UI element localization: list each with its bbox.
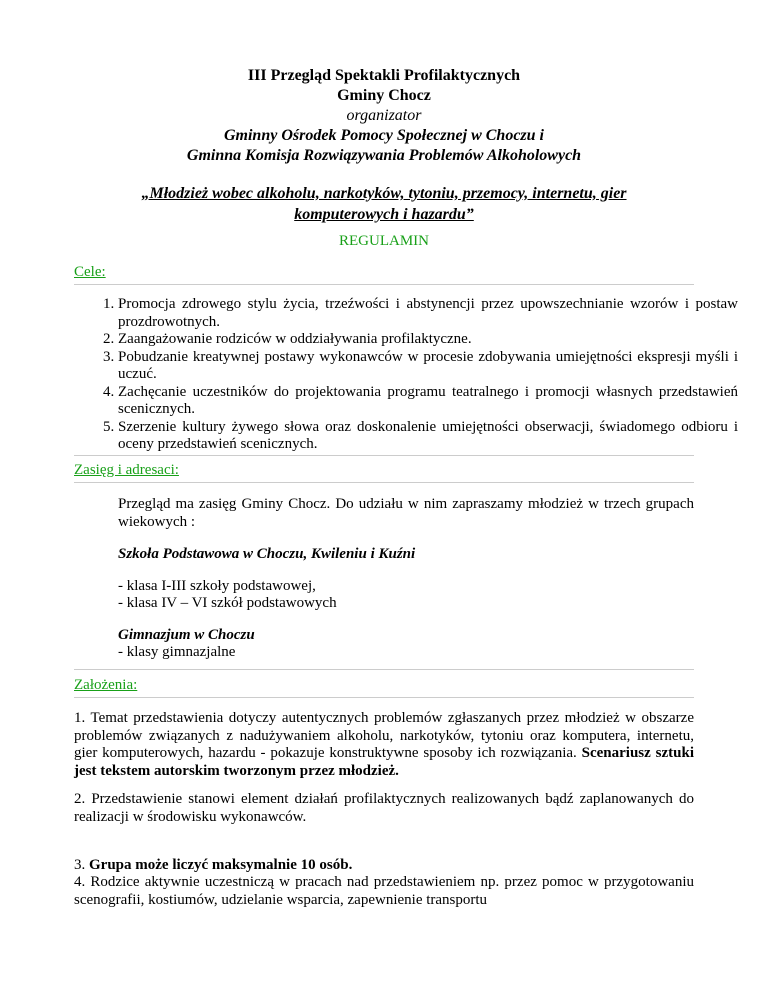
point-3-bold: Grupa może liczyć maksymalnie 10 osób.: [89, 857, 353, 873]
list-item: 1. Promocja zdrowego stylu życia, trzeźwości i abstynencji przez upowszechnianie wzorów i postaw prozdrowotnych.: [118, 296, 738, 331]
zasieg-intro: Przegląd ma zasięg Gminy Chocz. Do udziału w nim zapraszamy młodzież w trzech grupach wiekowych :: [118, 496, 694, 530]
section-divider: [74, 284, 694, 285]
section-divider: [74, 482, 694, 483]
regulamin-heading: REGULAMIN: [339, 233, 429, 249]
goals-list: [74, 296, 738, 454]
section-heading-zasieg: Zasięg i adresaci:: [74, 462, 179, 478]
school-2-title: Gimnazjum w Choczu: [118, 627, 255, 643]
title-line: III Przegląd Spektakli Profilaktycznych: [247, 67, 521, 84]
zalozenia-point-4: 4. Rodzice aktywnie uczestniczą w pracach nad przedstawieniem np. przez pomoc w przygotowaniu scenografii, kostiumów, udzielanie wsparcia, zapewnienie transportu: [74, 874, 694, 908]
point-1-bold: Scenariusz sztuki jest tekstem autorskim tworzonym przez młodzież.: [74, 745, 694, 779]
school-1-group-2: - klasa IV – VI szkół podstawowych: [118, 595, 337, 611]
list-item: 4. Zachęcanie uczestników do projektowania programu teatralnego i promocji własnych przedstawień scenicznych.: [118, 384, 738, 419]
document-header: [0, 66, 768, 166]
section-divider: [74, 669, 694, 670]
point-1-text: 1. Temat przedstawienia dotyczy autentycznych problemów zgłaszanych przez młodzież w obszarze problemów związanych z nadużywaniem alkoholu, narkotyków, tytoniu oraz komputera, internetu, gier komputerowych, hazardu - pokazuje konstruktywne sposoby ich rozwiązania.: [74, 710, 694, 761]
section-divider: [74, 697, 694, 698]
list-item: 5. Szerzenie kultury żywego słowa oraz doskonalenie umiejętności obserwacji, świadomego odbioru i oceny przedstawień scenicznych.: [118, 419, 738, 454]
school-2-group: - klasy gimnazjalne: [118, 644, 236, 660]
section-heading-cele: Cele:: [74, 264, 106, 280]
section-divider: [74, 455, 694, 456]
school-1-title: Szkoła Podstawowa w Choczu, Kwileniu i Kuźni: [118, 546, 416, 562]
zalozenia-point-2: 2. Przedstawienie stanowi element działań profilaktycznych realizowanych bądź zaplanowanych do realizacji w środowisku wykonawców.: [74, 791, 694, 825]
subtitle-line: Gminy Chocz: [337, 87, 431, 104]
section-heading-zalozenia: Założenia:: [74, 677, 138, 693]
point-3-prefix: 3.: [74, 857, 89, 873]
motto-line-2: komputerowych i hazardu”: [294, 206, 474, 223]
organizer-label: organizator: [346, 107, 422, 124]
organizer-name-2: Gminna Komisja Rozwiązywania Problemów Alkoholowych: [186, 147, 582, 164]
list-item: 3. Pobudzanie kreatywnej postawy wykonawców w procesie zdobywania umiejętności ekspresji myśli i uczuć.: [118, 349, 738, 384]
organizer-name-1: Gminny Ośrodek Pomocy Społecznej w Choczu i: [223, 127, 544, 144]
motto-line-1: „Młodzież wobec alkoholu, narkotyków, tytoniu, przemocy, internetu, gier: [141, 185, 627, 202]
zalozenia-point-3: [74, 857, 694, 875]
list-item: 2. Zaangażowanie rodziców w oddziaływania profilaktyczne.: [118, 331, 738, 349]
school-1-group-1: - klasa I-III szkoły podstawowej,: [118, 578, 316, 594]
motto: [60, 183, 708, 225]
zalozenia-point-1: [74, 710, 694, 780]
